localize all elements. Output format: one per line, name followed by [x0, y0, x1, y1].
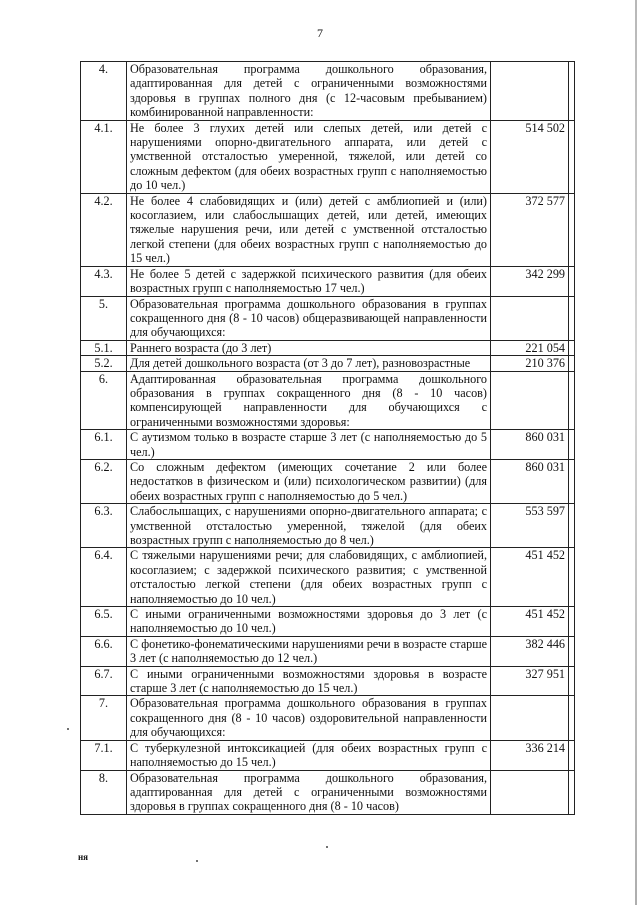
table-row — [81, 666, 575, 696]
bottom-mark: ня — [78, 852, 89, 862]
row-value: 327 951 — [491, 666, 569, 696]
table-row — [81, 636, 575, 666]
row-description: Адаптированная образовательная программа дошкольного образования в группах сокращенного дня (8 - 10 часов) компенсирующей направленности для обучающихся с ограниченными возможностями здоровья: — [127, 371, 491, 430]
scan-dot — [326, 846, 328, 848]
table-row — [81, 770, 575, 814]
row-extra-column — [569, 62, 575, 121]
row-number: 4.2. — [81, 193, 127, 266]
table-row — [81, 62, 575, 121]
row-number: 7. — [81, 696, 127, 740]
row-value: 514 502 — [491, 120, 569, 193]
row-number: 4.3. — [81, 266, 127, 296]
row-description: Образовательная программа дошкольного образования в группах сокращенного дня (8 - 10 часов) общеразвивающей направленности для обучающихся: — [127, 296, 491, 340]
row-number: 8. — [81, 770, 127, 814]
row-value: 336 214 — [491, 740, 569, 770]
row-value: 382 446 — [491, 636, 569, 666]
page-number: 7 — [317, 26, 323, 40]
row-extra-column — [569, 356, 575, 371]
row-description: Со сложным дефектом (имеющих сочетание 2 или более недостатков в физическом и (или) психологическом развитии) (для обеих возрастных групп с наполняемостью до 5 чел.) — [127, 459, 491, 503]
row-value — [491, 296, 569, 340]
row-extra-column — [569, 266, 575, 296]
row-extra-column — [569, 548, 575, 607]
table-row — [81, 296, 575, 340]
row-value: 221 054 — [491, 340, 569, 355]
table-row — [81, 340, 575, 355]
table-row — [81, 548, 575, 607]
row-extra-column — [569, 740, 575, 770]
row-value: 860 031 — [491, 459, 569, 503]
table-body — [81, 62, 575, 815]
row-description: С иными ограниченными возможностями здоровья в возрасте старше 3 лет (с наполняемостью до 15 чел.) — [127, 666, 491, 696]
table-row — [81, 193, 575, 266]
row-description: Не более 3 глухих детей или слепых детей, или детей с нарушениями опорно-двигательного аппарата, или детей с умственной отсталостью умеренной, тяжелой, или детей со сложным дефектом (для обеих возрастных групп с наполняемостью до 10 чел.) — [127, 120, 491, 193]
row-number: 6.3. — [81, 504, 127, 548]
row-extra-column — [569, 430, 575, 460]
row-extra-column — [569, 193, 575, 266]
row-description: Раннего возраста (до 3 лет) — [127, 340, 491, 355]
row-description: С фонетико-фонематическими нарушениями речи в возрасте старше 3 лет (с наполняемостью до 12 чел.) — [127, 636, 491, 666]
row-value: 451 452 — [491, 548, 569, 607]
scan-dot — [196, 860, 198, 862]
row-number: 4. — [81, 62, 127, 121]
row-number: 5. — [81, 296, 127, 340]
row-extra-column — [569, 371, 575, 430]
table-row — [81, 607, 575, 637]
row-description: С аутизмом только в возрасте старше 3 лет (с наполняемостью до 5 чел.) — [127, 430, 491, 460]
row-description: Не более 4 слабовидящих и (или) детей с амблиопией и (или) косоглазием, или слабослышащих детей, или детей, имеющих тяжелые нарушения речи, или детей с умственной отсталостью легкой степени (для обеих возрастных групп с наполняемостью до 15 чел.) — [127, 193, 491, 266]
cost-table — [80, 61, 575, 815]
row-number: 6.5. — [81, 607, 127, 637]
row-number: 6.4. — [81, 548, 127, 607]
table-row — [81, 356, 575, 371]
row-value: 553 597 — [491, 504, 569, 548]
row-extra-column — [569, 340, 575, 355]
table-row — [81, 371, 575, 430]
row-number: 5.2. — [81, 356, 127, 371]
row-description: С туберкулезной интоксикацией (для обеих возрастных групп с наполняемостью до 15 чел.) — [127, 740, 491, 770]
row-description: Для детей дошкольного возраста (от 3 до 7 лет), разновозрастные — [127, 356, 491, 371]
table-row — [81, 696, 575, 740]
row-number: 6. — [81, 371, 127, 430]
table-row — [81, 266, 575, 296]
scan-dot — [67, 728, 69, 730]
row-number: 6.2. — [81, 459, 127, 503]
row-extra-column — [569, 459, 575, 503]
row-extra-column — [569, 636, 575, 666]
row-number: 7.1. — [81, 740, 127, 770]
row-number: 4.1. — [81, 120, 127, 193]
row-value: 372 577 — [491, 193, 569, 266]
row-description: С тяжелыми нарушениями речи; для слабовидящих, с амблиопией, косоглазием; с задержкой психического развития; с умственной отсталостью легкой степени (для обеих возрастных групп с наполняемостью до 10 чел.) — [127, 548, 491, 607]
table-row — [81, 430, 575, 460]
row-number: 6.7. — [81, 666, 127, 696]
row-value: 451 452 — [491, 607, 569, 637]
row-extra-column — [569, 666, 575, 696]
row-value — [491, 696, 569, 740]
scan-edge-shadow — [635, 0, 637, 905]
table-row — [81, 740, 575, 770]
row-number: 5.1. — [81, 340, 127, 355]
row-extra-column — [569, 504, 575, 548]
row-description: Образовательная программа дошкольного образования, адаптированная для детей с ограниченными возможностями здоровья в группах полного дня (с 12-часовым пребыванием) комбинированной направленности: — [127, 62, 491, 121]
row-extra-column — [569, 770, 575, 814]
table-row — [81, 504, 575, 548]
row-extra-column — [569, 607, 575, 637]
row-value: 860 031 — [491, 430, 569, 460]
table-row — [81, 120, 575, 193]
row-value — [491, 62, 569, 121]
table-row — [81, 459, 575, 503]
row-value: 342 299 — [491, 266, 569, 296]
row-description: Образовательная программа дошкольного образования, адаптированная для детей с ограниченными возможностями здоровья в группах сокращенного дня (8 - 10 часов) — [127, 770, 491, 814]
row-description: С иными ограниченными возможностями здоровья до 3 лет (с наполняемостью до 10 чел.) — [127, 607, 491, 637]
row-value — [491, 371, 569, 430]
row-description: Образовательная программа дошкольного образования в группах сокращенного дня (8 - 10 часов) оздоровительной направленности для обучающихся: — [127, 696, 491, 740]
row-number: 6.1. — [81, 430, 127, 460]
row-value: 210 376 — [491, 356, 569, 371]
row-value — [491, 770, 569, 814]
row-description: Не более 5 детей с задержкой психического развития (для обеих возрастных групп с наполняемостью 17 чел.) — [127, 266, 491, 296]
row-extra-column — [569, 296, 575, 340]
row-extra-column — [569, 696, 575, 740]
row-description: Слабослышащих, с нарушениями опорно-двигательного аппарата; с умственной отсталостью умеренной, тяжелой (для обеих возрастных групп с наполняемостью до 8 чел.) — [127, 504, 491, 548]
row-number: 6.6. — [81, 636, 127, 666]
row-extra-column — [569, 120, 575, 193]
